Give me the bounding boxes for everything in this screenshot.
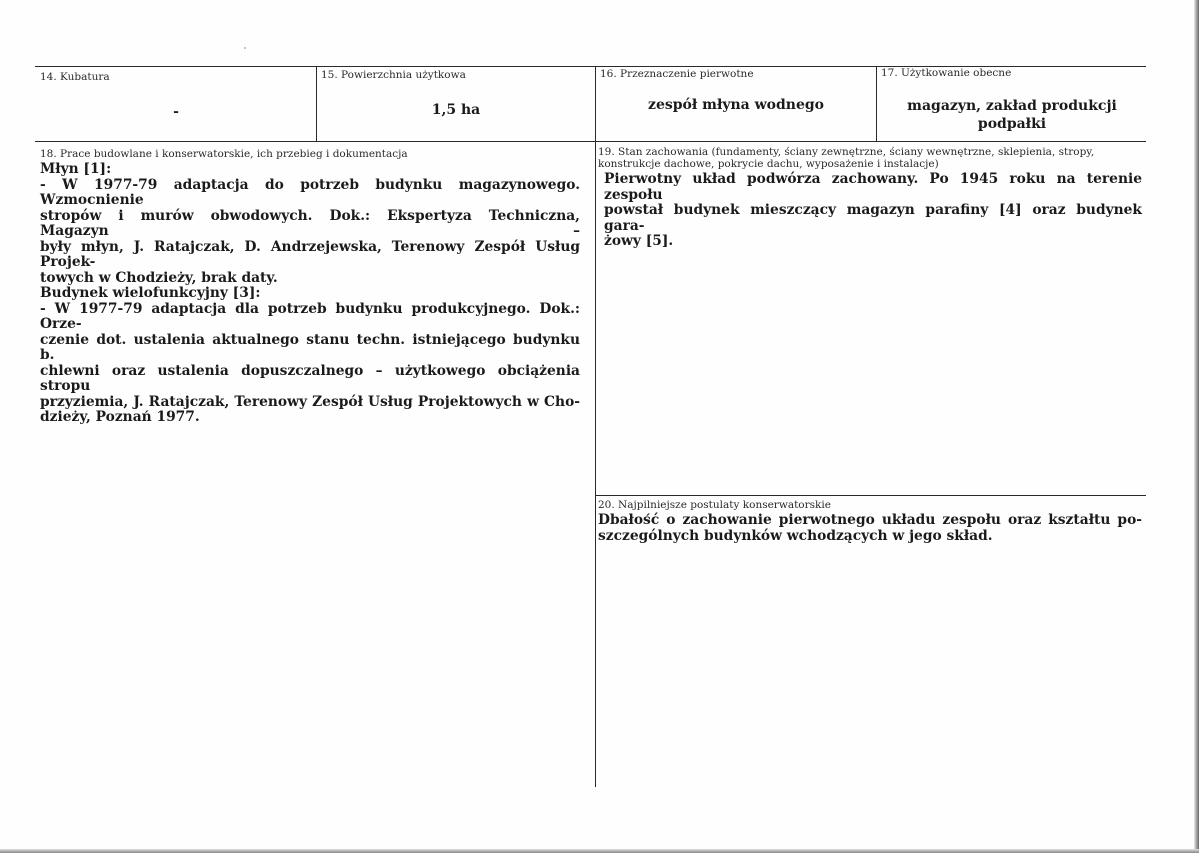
field-18-line: stropów i murów obwodowych. Dok.: Ekspertyza Techniczna, Magazyn – [40,207,580,239]
field-19-line: Pierwotny układ podwórza zachowany. Po 1945 roku na terenie zespołu [604,171,1142,203]
field-18-line: dzieży, Poznań 1977. [40,409,200,425]
field-16-value: zespół młyna wodnego [648,97,824,113]
field-19-label-line-2: konstrukcje dachowe, pokrycie dachu, wyposażenie i instalacje) [598,158,939,170]
field-19-line: żowy [5]. [604,233,674,249]
field-18-line: przyziemia, J. Ratajczak, Terenowy Zespół Usług Projektowych w Cho- [40,393,580,410]
field-18-text [40,162,580,426]
field-15-value: 1,5 ha [431,102,481,118]
field-20-line: Dbałość o zachowanie pierwotnego układu zespołu oraz kształtu po- [598,512,1142,528]
field-14-label: 14. Kubatura [40,71,110,83]
mid-rule [35,141,1146,142]
field-19-label-line-1: 19. Stan zachowania (fundamenty, ściany zewnętrzne, ściany wewnętrzne, sklepienia, stropy, [598,146,1095,158]
divider-15-16 [595,66,596,787]
field-20-line: szczególnych budynków wchodzących w jego skład. [598,527,993,544]
field-18-line: - W 1977-79 adaptacja do potrzeb budynku magazynowego. Wzmocnienie [40,176,580,208]
field-18-line: były młyn, J. Ratajczak, D. Andrzejewska, Terenowy Zespół Usług Projek- [40,238,580,270]
field-16-label: 16. Przeznaczenie pierwotne [600,68,754,80]
field-18-line: czenie dot. ustalenia aktualnego stanu techn. istniejącego budynku b. [40,331,580,363]
field-18-line: - W 1977-79 adaptacja dla potrzeb budynku produkcyjnego. Dok.: Orze- [40,300,580,332]
scan-edge-bottom [0,849,1199,853]
scan-speck [244,47,246,49]
field-17-value-line-1: magazyn, zakład produkcji [907,98,1117,114]
field-14-value: - [173,104,179,120]
field-15-label: 15. Powierzchnia użytkowa [321,69,466,81]
scan-edge-right [1194,0,1199,853]
field-20-label: 20. Najpilniejsze postulaty konserwatorskie [598,499,831,511]
field-18-line: towych w Chodzieży, brak daty. [40,269,278,286]
field-18-line: chlewni oraz ustalenia dopuszczalnego – użytkowego obciążenia stropu [40,362,580,394]
field-19-text [604,172,1142,250]
field-18-label: 18. Prace budowlane i konserwatorskie, ich przebieg i dokumentacja [40,148,408,160]
field-18-line: Młyn [1]: [40,161,112,177]
field-18-line: Budynek wielofunkcyjny [3]: [40,285,261,301]
field-20-text [598,513,1142,544]
field-17-value-line-2: podpałki [977,116,1047,132]
field-19-line: powstał budynek mieszczący magazyn parafiny [4] oraz budynek gara- [604,202,1142,234]
field-20-rule [595,495,1146,496]
field-17-label: 17. Użytkowanie obecne [881,67,1012,79]
